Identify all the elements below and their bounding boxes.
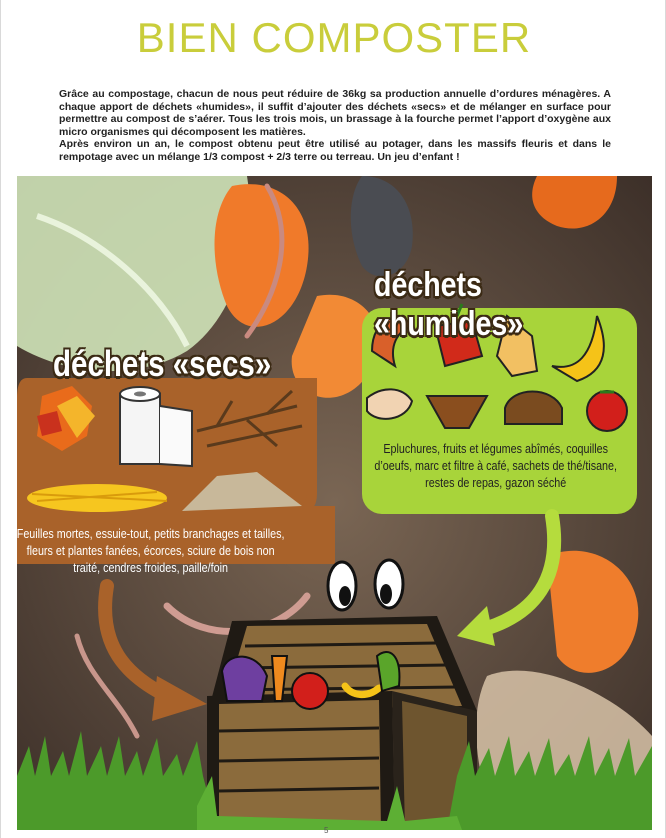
- wet-waste-caption: Epluchures, fruits et légumes abîmés, coquilles d’oeufs, marc et filtre à café, sachets de thé/tisane, restes de repas, gazon séché: [374, 442, 618, 490]
- straw-icon: [27, 484, 167, 512]
- page-title: BIEN COMPOSTER: [136, 14, 532, 61]
- intro-text: [59, 88, 611, 163]
- dry-waste-heading: déchets «secs»: [53, 343, 272, 384]
- dry-waste-caption: Feuilles mortes, essuie-tout, petits branchages et tailles, fleurs et plantes fanées, écorces, sciure de bois non traité, cendres froides, paille/foin: [16, 527, 285, 575]
- intro-paragraph-1: Grâce au compostage, chacun de nous peut réduire de 36kg sa production annuelle d’ordures ménagères. A chaque apport de déchets «humides», il suffit d’ajouter des déchets «secs» et de mélanger en surface pour permettre au compost de s’aérer. Tous les trois mois, un brassage à la fourche permet l’apport d’oxygène aux micro organismes qui décomposent les matières.: [59, 88, 611, 138]
- intro-paragraph-2: Après environ un an, le compost obtenu peut être utilisé au potager, dans les massifs fleuris et dans le rempotage avec un mélange 1/3 compost + 2/3 terre ou terreau. Un jeu d’enfant !: [59, 138, 611, 163]
- wet-waste-heading: déchets «humides»: [374, 266, 524, 343]
- tomato-icon: [587, 391, 627, 431]
- page-number: 5: [324, 826, 329, 835]
